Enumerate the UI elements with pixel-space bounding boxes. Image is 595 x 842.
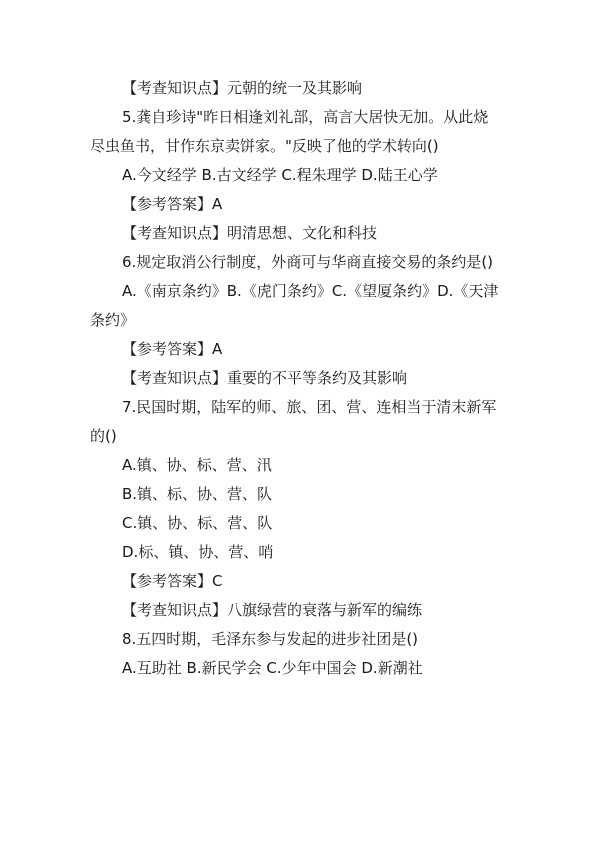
question-7-option-a: A.镇、协、标、营、汛 [122, 456, 272, 474]
knowledge-point-5: 【考查知识点】明清思想、文化和科技 [122, 224, 378, 242]
document-body [90, 74, 503, 683]
knowledge-point-7: 【考查知识点】八旗绿营的衰落与新军的编练 [122, 601, 423, 619]
question-7: 7.民国时期，陆军的师、旅、团、营、连相当于清末新军的() [90, 398, 497, 445]
question-5: 5.龚自珍诗"昨日相逢刘礼部，高言大居快无加。从此烧尽虫鱼书，甘作东京卖饼家。"反映了他的学术转向() [90, 108, 489, 155]
question-7-option-d: D.标、镇、协、营、哨 [122, 543, 274, 561]
question-8: 8.五四时期，毛泽东参与发起的进步社团是() [122, 630, 419, 648]
question-8-options: A.互助社 B.新民学会 C.少年中国会 D.新潮社 [122, 659, 423, 677]
answer-6: 【参考答案】A [122, 340, 223, 358]
knowledge-point-6: 【考查知识点】重要的不平等条约及其影响 [122, 369, 408, 387]
question-5-options: A.今文经学 B.古文经学 C.程朱理学 D.陆王心学 [122, 166, 438, 184]
question-6-options: A.《南京条约》B.《虎门条约》C.《望厦条约》D.《天津条约》 [90, 282, 499, 329]
question-6: 6.规定取消公行制度，外商可与华商直接交易的条约是() [122, 253, 494, 271]
knowledge-point-4: 【考查知识点】元朝的统一及其影响 [122, 79, 363, 97]
question-7-option-c: C.镇、协、标、营、队 [122, 514, 273, 532]
question-7-option-b: B.镇、标、协、营、队 [122, 485, 273, 503]
answer-7: 【参考答案】C [122, 572, 223, 590]
answer-5: 【参考答案】A [122, 195, 223, 213]
